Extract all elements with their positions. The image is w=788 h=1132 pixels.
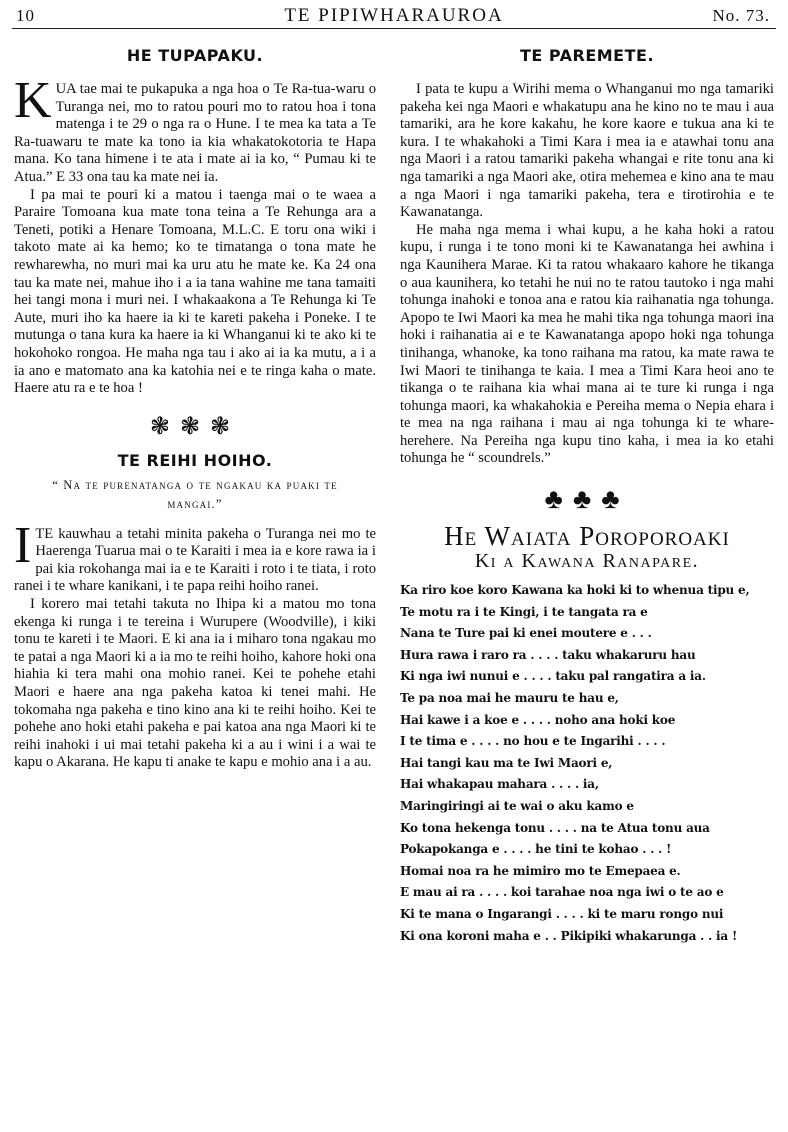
paremete-heading: TE PAREMETE. (519, 46, 655, 65)
poem-line: Ko tona hekenga tonu . . . . na te Atua tonu aua (400, 820, 710, 835)
tupapaku-drop-cap: K (14, 72, 52, 129)
right-column (400, 32, 774, 947)
waiata-poem (400, 580, 774, 947)
poem-line: Ki ona koroni maha e . . Pikipiki whakarunga . . ia ! (400, 928, 738, 943)
poem-line: Te pa noa mai he mauru te hau e, (400, 691, 619, 706)
poem-line: Nana te Ture pai ki enei moutere e . . . (400, 626, 652, 641)
reihi-paragraph-1 (14, 516, 376, 596)
reihi-heading: TE REIHI HOIHO. (117, 450, 273, 470)
paremete-paragraph-1: I pata te kupu a Wirihi mema o Whanganui mo nga tamariki pakeha kei nga Maori e whakatupu ana he kino no te mau i aua tamariki, ara he kore kakahu, he kore kaore e tukua ana ki te kura. I te whakahoki a Timi Kara i mea ia e atawhai tonu ana nga Maori i a ratou tamariki pakeha whangai e rite tonu ana ki nga tamariki a nga Maori ake, otira mehemea e kino ana te mau a nga Maori i nga tamariki pakeha, tera e tirotirohia e te Kawanatanga. (400, 81, 774, 221)
poem-line: Hai tangi kau ma te Iwi Maori e, (400, 755, 613, 770)
reihi-paragraph-2: I korero mai tetahi takuta no Ihipa ki a matou mo tona ekenga ki runga i te tereina i Wurupere (Woodville), i kiki tonu te kareti i te Maori. E ki ana ia i miharo tona ngakau mo te patai a nga Maori ki a ia mo te reihi hoiho, kahore hoki ona hiahia ki tera mahi ona mohio ranei. Kei te pohehe etahi Maori e haere ana nga pakeha katoa ki tenei mahi. He tokomaha nga pakeha e tino kino ana ki te reihi hoiho. Kei te pohehe ano hoki etahi pakeha e pai katoa ana nga Maori ki te reihi inahoki i ui mai tetahi pakeha ki a au i wini i a wai te kapu o Akarana. He kapu ti anake te kapu e mohio ana i a au. (14, 596, 376, 771)
waiata-subtitle: Ki a Kawana Ranapare. (474, 550, 700, 573)
poem-line: Maringiringi ai te wai o aku kamo e (400, 799, 634, 813)
poem-line: Hai whakapau mahara . . . . ia, (400, 777, 599, 792)
reihi-epigraph: “ Na te purenatanga o te ngakau ka puaki te mangai.” (52, 477, 338, 511)
tupapaku-paragraph-1 (14, 72, 376, 187)
issue-number: No. 73. (712, 6, 770, 25)
poem-line: Hai kawe i a koe e . . . . noho ana hoki koe (400, 712, 676, 727)
poem-line: I te tima e . . . . no hou e te Ingarihi . . . . (400, 734, 666, 749)
ornament-clubs: ♣♣♣ (544, 484, 630, 516)
tupapaku-paragraph-1-text: UA tae mai te pukapuka a nga hoa o Te Ra-tua-waru o Turanga nei, mo to ratou pouri mo to ratou hoa i tona matenga i te 29 o nga ra o Hune. I te mea ka tata a Te Ra-tuawaru te mate ka tono ia kia whakatokotoria te Hapa mana. Ko tana himene i te ata i mate ai ia ko, “ Pumau ki te Atua.” E 33 ona tau ka mate nei ia. (14, 81, 376, 185)
poem-line: Ka riro koe koro Kawana ka hoki ki to whenua tipu e, (400, 583, 750, 598)
poem-line: Ki nga iwi nunui e . . . . taku pal rangatira a ia. (400, 669, 706, 684)
reihi-drop-cap: I (14, 516, 32, 574)
publication-title: TE PIPIWHARAUROA (284, 5, 504, 26)
waiata-title: He Waiata Poroporoaki (444, 521, 730, 552)
poem-line: Pokapokanga e . . . . he tini te kohao . . . ! (400, 842, 672, 857)
poem-line: Homai noa ra he mimiro mo te Emepaea e. (400, 863, 681, 878)
poem-line: Hura rawa i raro ra . . . . taku whakaruru hau (400, 647, 696, 662)
poem-line: Ki te mana o Ingarangi . . . . ki te maru rongo nui (400, 906, 724, 921)
left-column (14, 32, 376, 772)
poem-line: E mau ai ra . . . . koi tarahae noa nga iwi o te ao e (400, 885, 724, 900)
tupapaku-paragraph-2: I pa mai te pouri ki a matou i taenga mai o te waea a Paraire Tomoana kua mate tona teina a Te Rehunga ara a Teneti, potiki a Henare Tomoana, M.L.C. E toru ona wiki i takoto mate ai ka hemo; ko te timatanga o tona mate he rewharewha, no muri mai ka uru atu he mate ke. Ka 24 ona tau ka mate nei, mahue iho i a ia tana wahine me tana tamaiti hei tangi mona i muri nei. I whakaakona a Te Rehunga ki Te Aute, muri iho ka haere ia ki te kareti pakeha i Poneke. I te mutunga o tana kura ka haere ia ki Whanganui ki te ako ki te hokohoko rongoa. He maha nga tau i ako ai ia ka mutu, a i a ia ano e matomato ana ka katohia nei e te ringa kaha o mate. Haere atu ra e te hoa ! (14, 186, 376, 397)
paremete-paragraph-2: He maha nga mema i whai kupu, a he kaha hoki a ratou kupu, i runga i te tono moni ki te Kawanatanga hei awhina i nga Kaunihera Marae. Ki ta ratou whakaaro kahore he tikanga o aua kaunihera, ko tetahi he nui no te ratou tautoko i nga mahi tohunga inahoki e tonoa ana e ratou kia raihanatia nga tohunga. Apopo te Iwi Maori ka mea he mahi tika nga tohunga maori ina hoki i raihanatia ai e te Kawanatanga apopo hoki nga tohunga tinihanga, whanoke, ka tono raihana ma ratou, ka mate rawa te Iwi Maori te tinihanga te kaia. I mea a Timi Kara heoi ano te tikanga o te raihana kia whai mana ai te ture ki runga i nga tohunga maori, ka whakahokia e Pereiha mema o Nepia ehara i te mea na nga raihana i mau ai nga tohunga ki te whare-herehere. Na Pereiha nga kupu tino kaha, i mea ia ko etahi tohunga he “ scoundrels.” (400, 221, 774, 467)
ornament-flowers: ❃❃❃ (149, 413, 241, 440)
page-header (12, 4, 776, 29)
tupapaku-heading: HE TUPAPAKU. (126, 46, 264, 65)
page-number: 10 (16, 6, 35, 25)
poem-line: Te motu ra i te Kingi, i te tangata ra e (400, 604, 648, 619)
reihi-paragraph-1-text: TE kauwhau a tetahi minita pakeha o Turanga nei mo te Haerenga Tuarua mai o te Karaiti i mea ia e kore rawa ia i pai kia rokohanga mai ia e te Karaiti i roto i te tiata, i roto ranei i te whare kanikani, i te papa reihi hoiho ranei. (14, 525, 376, 595)
